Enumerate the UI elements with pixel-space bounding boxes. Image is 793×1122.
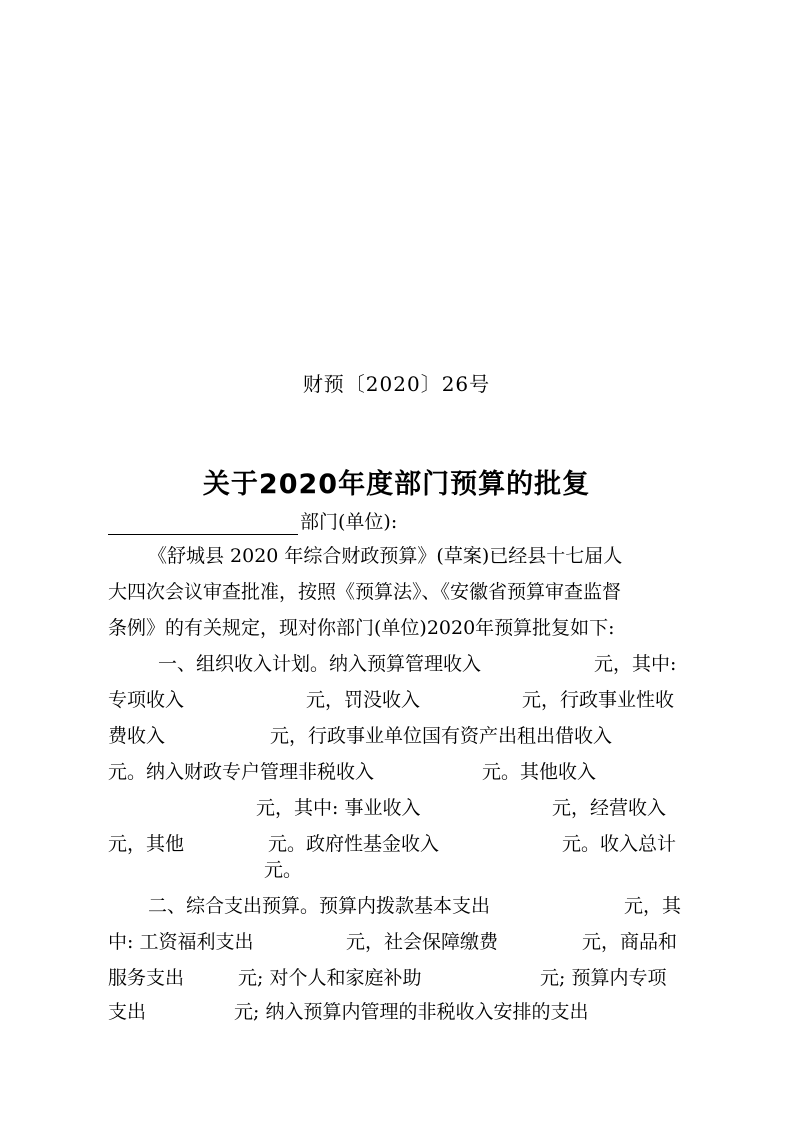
- section2-line2a: 中: 工资福利支出: [108, 931, 254, 953]
- section1-line5b: 元，经营收入: [552, 797, 667, 819]
- section1-line3a: 费收入: [108, 725, 166, 747]
- section2-line3c: 元; 预算内专项: [540, 967, 667, 989]
- section2-line2c: 元，商品和: [582, 931, 678, 953]
- section1-line1b: 元，其中:: [594, 653, 677, 675]
- section1-line2a: 专项收入: [108, 689, 185, 711]
- section2-line2b: 元，社会保障缴费: [346, 931, 499, 953]
- intro-line-3: 条例》的有关规定，现对你部门(单位)2020年预算批复如下:: [108, 617, 615, 639]
- section2-line1a: 二、综合支出预算。预算内拨款基本支出: [148, 895, 491, 917]
- addressee-blank-line: [108, 534, 298, 535]
- section1-line4a: 元。纳入财政专户管理非税收入: [108, 761, 375, 783]
- section1-line1: 一、组织收入计划。纳入预算管理收入: [158, 653, 482, 675]
- doc-title: 关于2020年度部门预算的批复: [202, 469, 591, 500]
- doc-number: 财预〔2020〕26号: [302, 372, 491, 396]
- intro-line-2: 大四次会议审查批准，按照《预算法》、《安徽省预算审查监督: [108, 581, 622, 603]
- section1-line4b: 元。其他收入: [482, 761, 597, 783]
- section1-line6b: 元。政府性基金收入: [268, 833, 440, 855]
- section1-line6c: 元。收入总计: [562, 833, 677, 855]
- section1-line2c: 元，行政事业性收: [522, 689, 675, 711]
- section2-line1b: 元，其: [624, 895, 682, 917]
- section2-line3a: 服务支出: [108, 967, 185, 989]
- section1-line3b: 元，行政事业单位国有资产出租出借收入: [270, 725, 613, 747]
- intro-line-1: 《舒城县 2020 年综合财政预算》(草案)已经县十七届人: [148, 545, 623, 567]
- section1-line7: 元。: [264, 859, 303, 881]
- addressee: 部门(单位):: [300, 511, 398, 533]
- section2-line4b: 元; 纳入预算内管理的非税收入安排的支出: [234, 1001, 589, 1023]
- section1-line2b: 元，罚没收入: [306, 689, 421, 711]
- section1-line6a: 元，其他: [108, 833, 185, 855]
- section2-line4a: 支出: [108, 1001, 147, 1023]
- section1-line5a: 元，其中: 事业收入: [256, 797, 421, 819]
- section2-line3b: 元; 对个人和家庭补助: [238, 967, 422, 989]
